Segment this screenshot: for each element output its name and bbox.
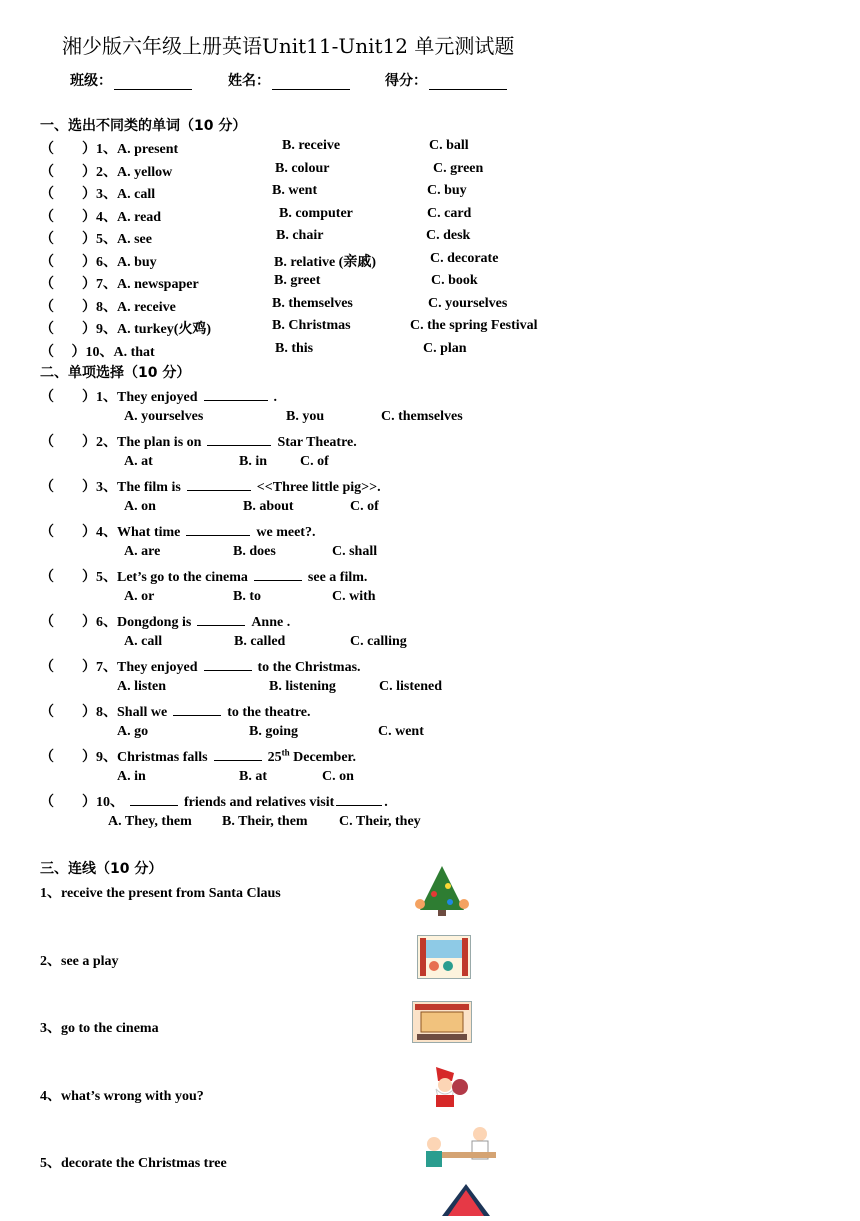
- question-stem: （ ）9、Christmas falls 25th December.: [40, 747, 356, 765]
- answer-blank[interactable]: [207, 433, 271, 446]
- answer-blank[interactable]: [187, 478, 251, 491]
- question-stem: （ ）10、 friends and relatives visit .: [40, 795, 388, 810]
- option-b: B. going: [249, 724, 299, 739]
- christmas-tree-picture: [412, 864, 472, 918]
- answer-blank[interactable]: [214, 748, 262, 761]
- answer-blank[interactable]: [130, 793, 178, 806]
- option-c: C. with: [332, 589, 376, 604]
- answer-blank[interactable]: [254, 568, 302, 581]
- matching-item: 5、decorate the Christmas tree: [40, 1156, 227, 1171]
- option-c: C. of: [350, 499, 379, 514]
- flag-picture: [440, 1184, 492, 1216]
- option-c: C. listened: [379, 679, 442, 694]
- question-number: （ ）4、A. read: [40, 209, 162, 225]
- option-b: B. themselves: [272, 295, 353, 311]
- question-number: （ ）3、A. call: [40, 187, 156, 202]
- option-c: C. calling: [350, 634, 407, 649]
- question-number: （ ）6、A. buy: [40, 254, 157, 270]
- option-c: C. yourselves: [428, 295, 508, 311]
- cinema-picture: [412, 1001, 472, 1043]
- question-number: （ ）8、A. receive: [40, 299, 176, 315]
- option-b: B. receive: [282, 138, 341, 153]
- option-a: A. call: [124, 634, 163, 649]
- question-number: （ ）5、A. see: [40, 232, 152, 247]
- option-b: B. in: [239, 454, 268, 469]
- name-field: 姓名：: [228, 70, 350, 90]
- option-a: A. on: [124, 499, 156, 514]
- option-c: C. went: [378, 724, 424, 739]
- question-number: （ ）1、A. present: [40, 142, 179, 157]
- option-a: A. go: [117, 724, 149, 739]
- matching-item: 4、what’s wrong with you?: [40, 1088, 204, 1104]
- doctor-picture: [420, 1124, 498, 1174]
- option-b: B. this: [275, 340, 314, 356]
- score-field: 得分：: [385, 70, 507, 90]
- option-b: B. called: [234, 634, 286, 649]
- question-stem: （ ）6、Dongdong is Anne .: [40, 615, 291, 630]
- question-number: （ ）10、A. that: [40, 344, 155, 360]
- answer-blank[interactable]: [204, 388, 268, 401]
- option-c: C. buy: [427, 183, 467, 198]
- option-c: C. Their, they: [339, 814, 421, 829]
- option-b: B. greet: [274, 273, 321, 288]
- option-b: B. to: [233, 589, 261, 604]
- page-title: 湘少版六年级上册英语Unit11-Unit12 单元测试题: [62, 34, 515, 58]
- option-b: B. listening: [269, 679, 336, 694]
- question-number: （ ）9、A. turkey(火鸡): [40, 322, 212, 337]
- option-a: A. or: [124, 589, 155, 604]
- section-3-heading: 三、连线（10 分）: [40, 861, 163, 877]
- answer-blank[interactable]: [186, 523, 250, 536]
- option-b: B. about: [243, 499, 294, 514]
- option-c: C. ball: [429, 138, 469, 153]
- option-c: C. themselves: [381, 409, 463, 424]
- option-a: A. yourselves: [124, 409, 204, 424]
- answer-blank[interactable]: [336, 793, 382, 806]
- option-b: B. relative (亲戚): [274, 254, 376, 270]
- name-blank[interactable]: [272, 75, 350, 90]
- option-a: A. in: [117, 769, 146, 784]
- option-b: B. at: [239, 769, 267, 784]
- option-b: B. chair: [276, 228, 324, 243]
- question-stem: （ ）8、Shall we to the theatre.: [40, 705, 311, 720]
- santa-claus-picture: [422, 1063, 470, 1111]
- matching-item: 1、receive the present from Santa Claus: [40, 886, 281, 901]
- question-stem: （ ）3、The film is <<Three little pig>>.: [40, 480, 381, 495]
- section-2-heading: 二、单项选择（10 分）: [40, 365, 191, 381]
- option-c: C. green: [433, 160, 484, 176]
- question-number: （ ）7、A. newspaper: [40, 277, 199, 292]
- option-b: B. colour: [275, 160, 330, 176]
- option-c: C. card: [427, 205, 472, 221]
- score-blank[interactable]: [429, 75, 507, 90]
- answer-blank[interactable]: [173, 703, 221, 716]
- option-b: B. Christmas: [272, 318, 351, 333]
- option-a: A. are: [124, 544, 161, 559]
- play-picture: [417, 935, 471, 979]
- class-blank[interactable]: [114, 75, 192, 90]
- answer-blank[interactable]: [204, 658, 252, 671]
- option-b: B. went: [272, 183, 318, 198]
- option-a: A. at: [124, 454, 153, 469]
- matching-item: 3、go to the cinema: [40, 1021, 159, 1036]
- option-a: A. listen: [117, 679, 166, 694]
- option-c: C. the spring Festival: [410, 318, 538, 333]
- class-field: 班级：: [70, 70, 192, 90]
- option-c: C. book: [431, 273, 478, 288]
- option-b: B. computer: [279, 205, 353, 221]
- option-c: C. decorate: [430, 250, 499, 266]
- question-stem: （ ）5、Let’s go to the cinema see a film.: [40, 570, 368, 585]
- matching-item: 2、see a play: [40, 953, 119, 969]
- question-stem: （ ）1、They enjoyed .: [40, 390, 277, 405]
- option-c: C. plan: [423, 340, 467, 356]
- option-a: A. They, them: [108, 814, 192, 829]
- option-c: C. shall: [332, 544, 378, 559]
- question-stem: （ ）4、What time we meet?.: [40, 525, 316, 540]
- option-b: B. does: [233, 544, 276, 559]
- option-c: C. on: [322, 769, 354, 784]
- section-1-heading: 一、选出不同类的单词（10 分）: [40, 118, 247, 134]
- question-stem: （ ）2、The plan is on Star Theatre.: [40, 435, 357, 450]
- question-stem: （ ）7、They enjoyed to the Christmas.: [40, 660, 361, 675]
- option-c: C. desk: [426, 228, 471, 243]
- option-c: C. of: [300, 454, 329, 469]
- option-b: B. Their, them: [222, 814, 308, 829]
- question-number: （ ）2、A. yellow: [40, 164, 173, 180]
- option-b: B. you: [286, 409, 325, 424]
- answer-blank[interactable]: [197, 613, 245, 626]
